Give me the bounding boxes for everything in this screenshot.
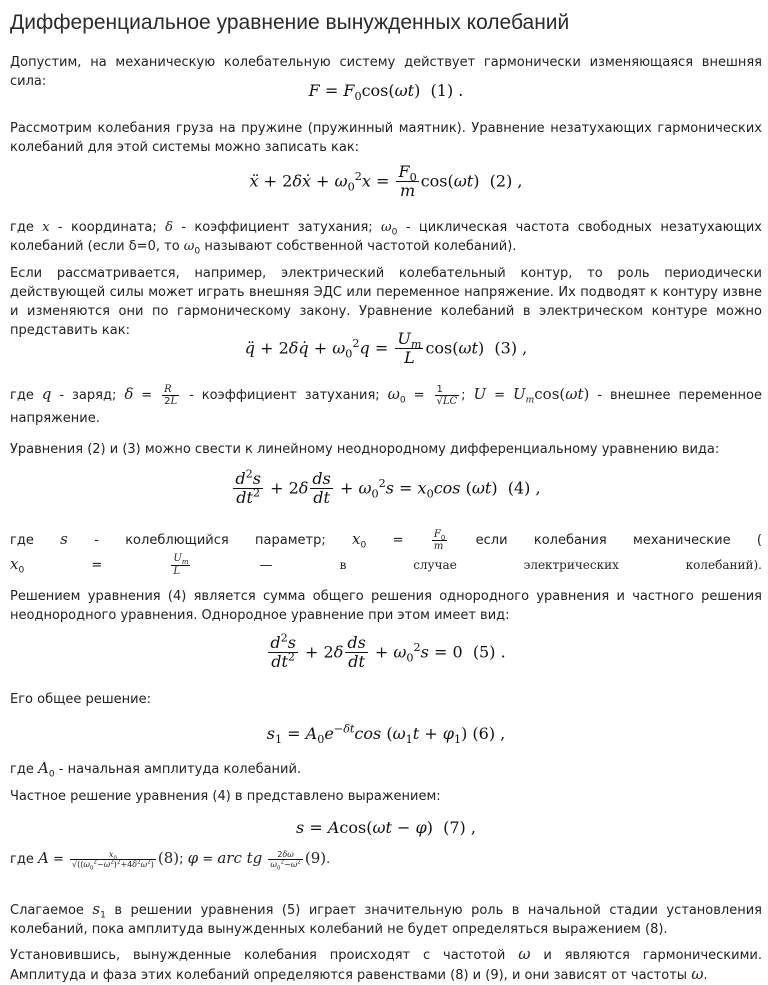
equation-6: $s_1 = A_0e^{-\delta t}\cos$ $(\omega_1t + \varphi_1)$ (6) , xyxy=(266,722,506,747)
paragraph-solution: Решением уравнения (4) является сумма общего решения однородного уравнения и частного решения неоднородного уравнения. Однородное уравнение при этом имеет вид: xyxy=(10,589,762,623)
equation-1: $F = F_0\cos(\omega t)$ (1) . xyxy=(308,81,464,104)
paragraph-where-s: где s - колеблющийся параметр; $x_0$ = $\frac{F_0}{m}$ если колебания механические ( $x_0$ = $\frac{U_m}{L}$ — в случае электрических колебаний). xyxy=(10,528,762,577)
paragraph-reduce: Уравнения (2) и (3) можно свести к линейному неоднородному дифференциальному уравнению вида: xyxy=(10,442,720,457)
paragraph-particular: Частное решение уравнения (4) в представлено выражением: xyxy=(10,789,441,804)
paragraph-where-x: где x - координата; δ - коэффициент затухания; $\omega_0$ - циклическая частота свободных незатухающих колебаний (если δ=0, то $\omega_0$ называют собственной частотой колебаний). xyxy=(10,220,762,257)
paragraph-where-a0: где $A_0$ - начальная амплитуда колебаний. xyxy=(10,759,302,780)
equation-2: ẍ + 2δẋ + $\omega_0^2x$ = $\frac{F_0}{m}$ cos(ωt) (2) , xyxy=(249,162,523,201)
paragraph-electric: Если рассматривается, например, электрический колебательный контур, то роль периодически действующей силы может играть внешняя ЭДС или переменное напряжение. Их подводят к контуру извне и изменяются они по гармоническому закону. Уравнение колебаний в электрическом контуре можно представить как: xyxy=(10,266,762,338)
equation-5: $\frac{d^2s}{dt^2}$ + 2δ $\frac{ds}{dt}$ + $\omega_0^2s = 0$ (5) . xyxy=(270,631,506,672)
page-title: Дифференциальное уравнение вынужденных колебаний xyxy=(10,11,570,34)
paragraph-term: Слагаемое $s_1$ в решении уравнения (5) играет значительную роль в начальной стадии установления колебаний, пока амплитуда вынужденных колебаний не будет определяться выражением (8). xyxy=(10,900,762,937)
equation-3: q̈ + 2δq̇ + $\omega_0^2q$ = $\frac{U_m}{L}$ cos(ωt) (3) , xyxy=(244,329,528,368)
paragraph-intro: Допустим, на механическую колебательную систему действует гармонически изменяющаяся внешняя сила: xyxy=(10,55,762,89)
equation-7: s = Acos(ωt − φ) (7) , xyxy=(296,818,476,837)
equation-4: $\frac{d^2s}{dt^2}$ + 2δ $\frac{ds}{dt}$ + $\omega_0^2s = x_0\cos$ (ωt) (4) , xyxy=(235,467,541,508)
paragraph-where-a: где A = $\frac{x_0}{√((\omega_0^2-\omega^2)^2+4\delta^2\omega^2)}$ (8); φ = arc tg $\frac{2\delta\omega}{\omega_0^2-\omega^2}$ (9). xyxy=(10,849,331,872)
paragraph-spring: Рассмотрим колебания груза на пружине (пружинный маятник). Уравнение незатухающих гармонических колебаний для этой системы можно записать как: xyxy=(10,121,762,155)
paragraph-where-q: где q - заряд; δ = $\frac{R}{2L}$ - коэффициент затухания; $\omega_0$ = $\frac{1}{√LC}$ ; $U = U_m\cos(\omega t)$ - внешнее переменное напряжение. xyxy=(10,383,762,426)
paragraph-general: Его общее решение: xyxy=(10,692,151,707)
paragraph-steady: Установившись, вынужденные колебания происходят с частотой ω и являются гармоническими. Амплитуда и фаза этих колебаний определяются равенствами (8) и (9), и они зависят от частоты ω. xyxy=(10,945,762,983)
